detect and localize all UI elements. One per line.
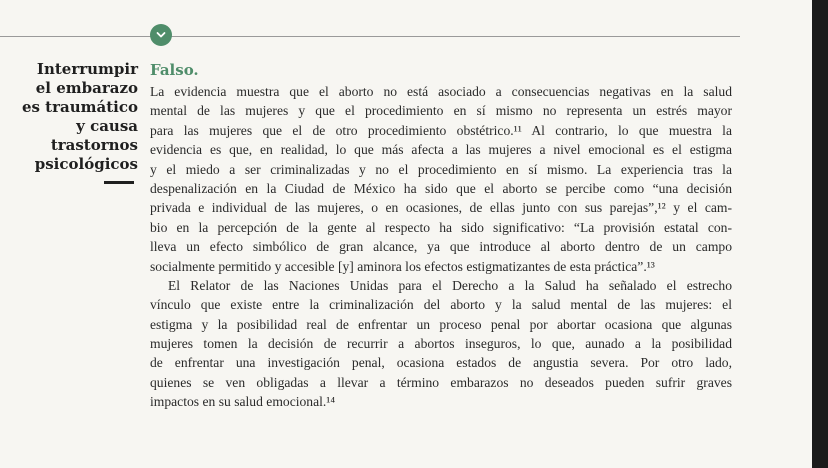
myth-title-line: Interrumpir <box>36 60 138 78</box>
myth-title-line: psicológicos <box>34 155 138 173</box>
paragraph-1 <box>150 82 732 276</box>
text-line: mujeres tomen la decisión de recurrir a abortos inseguros, lo que, aunado a la posibilidad <box>150 336 732 352</box>
text-line: quienes se ven obligadas a llevar a término embarazos no deseados pueden sufrir graves <box>150 374 732 390</box>
section-marker[interactable] <box>150 24 172 46</box>
myth-title-line: es traumático <box>21 98 138 116</box>
text-line: estigma y la posibilidad real de enfrentar un proceso penal por abortar ocasiona que algunas <box>150 316 732 332</box>
section-divider <box>0 36 740 37</box>
myth-title <box>0 60 138 174</box>
text-line: de enfrentar una investigación penal, ocasiona estados de angustia severa. Por otro lado, <box>150 355 732 371</box>
text-line: lleva un efecto simbólico de gran alcance, ya que introduce al aborto dentro de un campo <box>150 239 732 255</box>
text-line: vínculo que existe entre la criminalización del aborto y la salud mental de las mujeres: el <box>150 297 732 313</box>
text-line: despenalización en la Ciudad de México ha sido que el aborto se percibe como “una decisión <box>150 180 732 196</box>
paragraph-2 <box>150 276 732 412</box>
title-underline <box>104 181 134 184</box>
text-line: El Relator de las Naciones Unidas para el Derecho a la Salud ha señalado el estrecho <box>168 277 732 293</box>
text-line: socialmente permitido y accesible [y] aminora los efectos estigmatizantes de esta práctica”.¹³ <box>150 258 655 274</box>
text-line: y el miedo a ser criminalizadas y no el procedimiento en sí mismo. La experiencia tras la <box>150 161 732 177</box>
verdict-heading: Falso. <box>150 61 199 79</box>
text-line: mental de las mujeres y que el procedimiento en sí mismo no representa un estrés mayor <box>150 103 732 119</box>
myth-title-line: trastornos <box>50 136 138 154</box>
text-line: para las mujeres que el de otro procedimiento obstétrico.¹¹ Al contrario, lo que muestra la <box>150 122 732 138</box>
text-line: La evidencia muestra que el aborto no está asociado a consecuencias negativas en la salud <box>150 84 732 99</box>
chevron-down-icon <box>156 31 166 39</box>
text-line: impactos en su salud emocional.¹⁴ <box>150 394 336 410</box>
myth-title-line: el embarazo <box>35 79 138 97</box>
article-body <box>150 60 732 412</box>
myth-title-line: y causa <box>76 117 138 135</box>
text-line: evidencia es que, en realidad, lo que más afecta a las mujeres a nivel emocional es el estigma <box>150 142 732 158</box>
page-edge <box>812 0 828 468</box>
text-line: bio en la percepción de la gente al respecto ha sido significativo: “La provisión estatal con- <box>150 219 732 235</box>
text-line: privada e individual de las mujeres, o en ocasiones, de ellas junto con sus parejas”,¹² y el cam- <box>150 200 732 216</box>
